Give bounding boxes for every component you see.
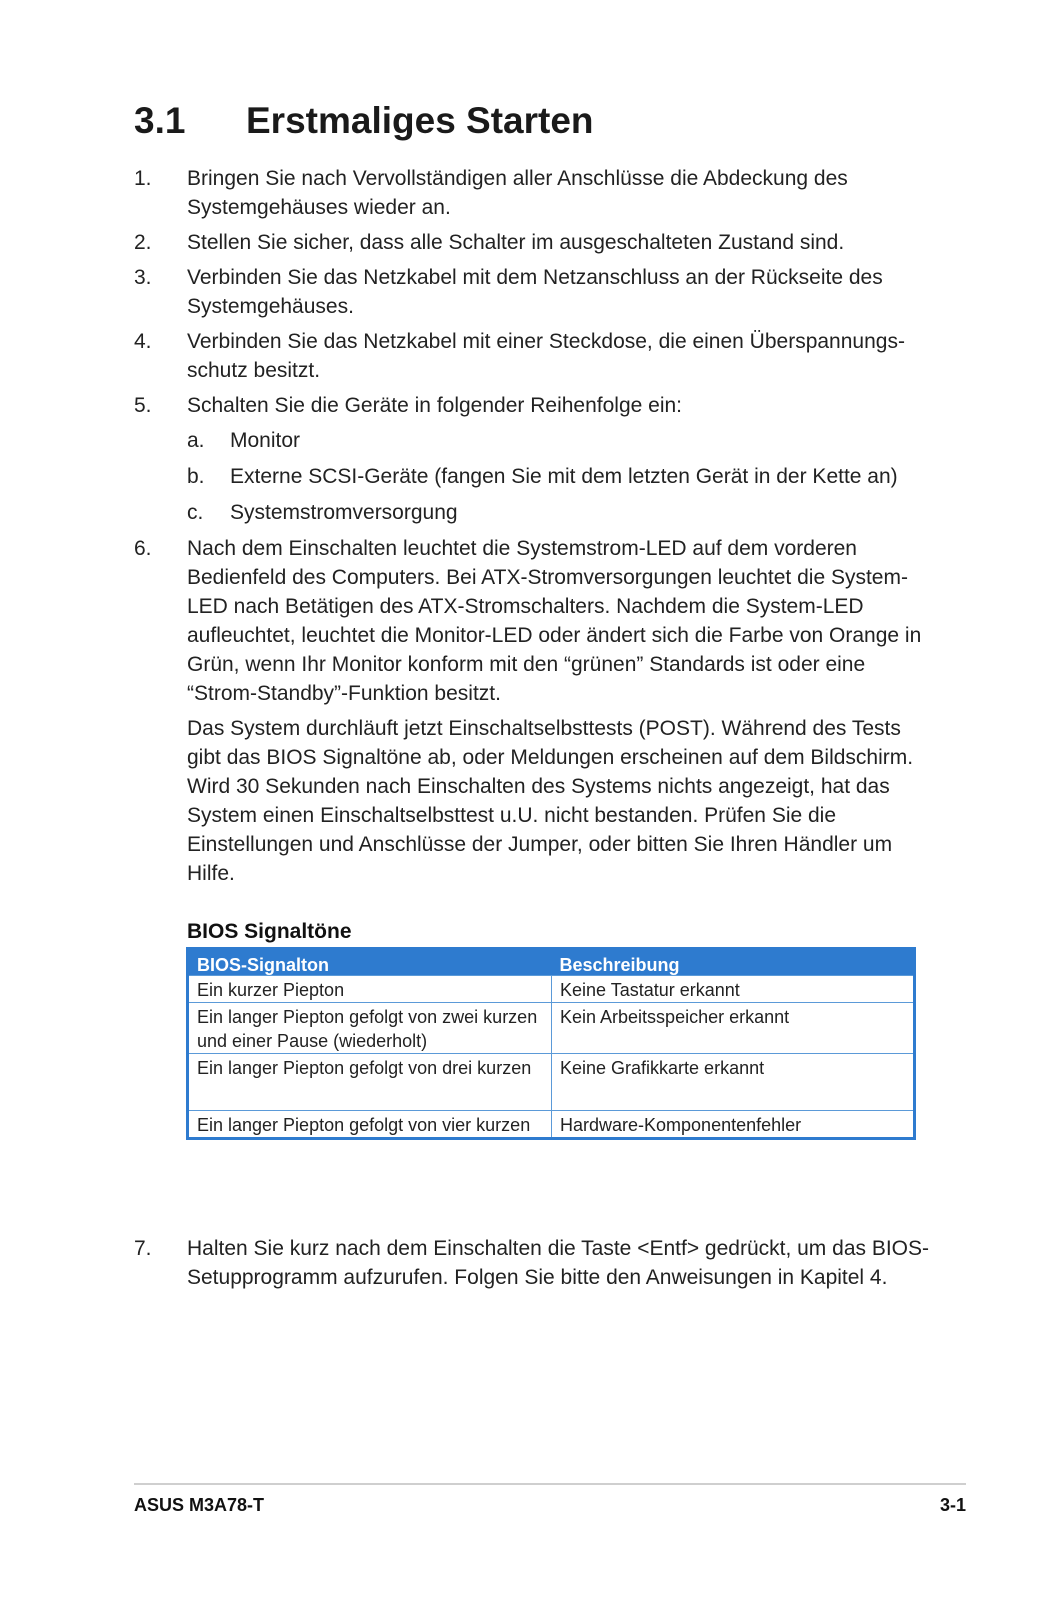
step-text: Verbinden Sie das Netzkabel mit einer Steckdose, die einen Überspannungs-schutz besitzt. bbox=[187, 330, 905, 382]
sublist-marker: a. bbox=[187, 429, 205, 452]
table-cell: Keine Tastatur erkannt bbox=[552, 976, 915, 1003]
table-row bbox=[188, 976, 915, 1003]
sublist-item bbox=[187, 462, 934, 491]
list-item bbox=[134, 164, 934, 222]
sublist-marker: c. bbox=[187, 501, 204, 524]
steps-list bbox=[134, 164, 934, 894]
list-item bbox=[134, 228, 934, 257]
table-row bbox=[188, 1111, 915, 1139]
table-cell: Keine Grafikkarte erkannt bbox=[552, 1054, 915, 1111]
table-cell: Ein langer Piepton gefolgt von zwei kurzen und einer Pause (wiederholt) bbox=[188, 1003, 552, 1054]
table-header-cell: Beschreibung bbox=[552, 949, 915, 976]
list-item bbox=[134, 1234, 934, 1292]
table-cell: Ein langer Piepton gefolgt von vier kurzen bbox=[188, 1111, 552, 1139]
list-marker: 7. bbox=[134, 1237, 152, 1260]
table-cell: Ein langer Piepton gefolgt von drei kurzen bbox=[188, 1054, 552, 1111]
sublist-text: Monitor bbox=[230, 429, 301, 452]
footer-product-name: ASUS M3A78-T bbox=[134, 1495, 265, 1515]
sublist-text: Systemstromversorgung bbox=[230, 501, 458, 524]
step-text: Nach dem Einschalten leuchtet die Systemstrom-LED auf dem vorderen Bedienfeld des Computers. Bei ATX-Stromversorgungen leuchtet die System-LED nach Betätigen des ATX-Stromschalters. Nachdem die System-LED aufleuchtet, leuchtet die Monitor-LED oder ändert sich die Farbe von Orange in Grün, wenn Ihr Monitor konform mit den “grünen” Standards ist oder eine “Strom-Standby”-Funktion besitzt. bbox=[187, 537, 922, 705]
step-text: Schalten Sie die Geräte in folgender Reihenfolge ein: bbox=[187, 394, 682, 417]
table-cell: Hardware-Komponentenfehler bbox=[552, 1111, 915, 1139]
list-marker: 2. bbox=[134, 231, 152, 254]
list-marker: 1. bbox=[134, 167, 152, 190]
sublist-text: Externe SCSI-Geräte (fangen Sie mit dem letzten Gerät in der Kette an) bbox=[230, 465, 898, 488]
table-cell: Kein Arbeitsspeicher erkannt bbox=[552, 1003, 915, 1054]
table-header-cell: BIOS-Signalton bbox=[188, 949, 552, 976]
bios-table-title: BIOS Signaltöne bbox=[187, 920, 352, 943]
list-item bbox=[134, 391, 934, 527]
section-number: 3.1 bbox=[134, 100, 186, 141]
bios-beep-table bbox=[186, 947, 916, 1140]
step-text: Stellen Sie sicher, dass alle Schalter im ausgeschalteten Zustand sind. bbox=[187, 231, 845, 254]
list-marker: 3. bbox=[134, 266, 152, 289]
steps-list-continued bbox=[134, 1234, 934, 1298]
list-item bbox=[134, 534, 934, 888]
section-title: Erstmaliges Starten bbox=[246, 100, 594, 141]
step-text: Halten Sie kurz nach dem Einschalten die Taste <Entf> gedrückt, um das BIOS-Setupprogramm aufzurufen. Folgen Sie bitte den Anweisungen in Kapitel 4. bbox=[187, 1237, 930, 1289]
footer-divider bbox=[134, 1483, 966, 1485]
table-cell: Ein kurzer Piepton bbox=[188, 976, 552, 1003]
list-item bbox=[134, 263, 934, 321]
step-text: Bringen Sie nach Vervollständigen aller Anschlüsse die Abdeckung des Systemgehäuses wieder an. bbox=[187, 167, 848, 219]
table-row bbox=[188, 1054, 915, 1111]
footer-page-number: 3-1 bbox=[939, 1495, 966, 1515]
sublist-item bbox=[187, 426, 934, 455]
list-marker: 6. bbox=[134, 537, 152, 560]
sublist-item bbox=[187, 498, 934, 527]
sublist-marker: b. bbox=[187, 465, 205, 488]
table-row bbox=[188, 1003, 915, 1054]
list-marker: 4. bbox=[134, 330, 152, 353]
table-header-row bbox=[188, 949, 915, 976]
step-text: Verbinden Sie das Netzkabel mit dem Netzanschluss an der Rückseite des Systemgehäuses. bbox=[187, 266, 883, 318]
device-order-sublist bbox=[187, 426, 934, 527]
list-marker: 5. bbox=[134, 394, 152, 417]
step-text-continued: Das System durchläuft jetzt Einschaltselbsttests (POST). Während des Tests gibt das BIOS Signaltöne ab, oder Meldungen erscheinen auf dem Bildschirm. Wird 30 Sekunden nach Einschalten des Systems nichts angezeigt, hat das System einen Einschaltselbsttest u.U. nicht bestanden. Prüfen Sie die Einstellungen und Anschlüsse der Jumper, oder bitten Sie Ihren Händler um Hilfe. bbox=[187, 717, 914, 885]
list-item bbox=[134, 327, 934, 385]
